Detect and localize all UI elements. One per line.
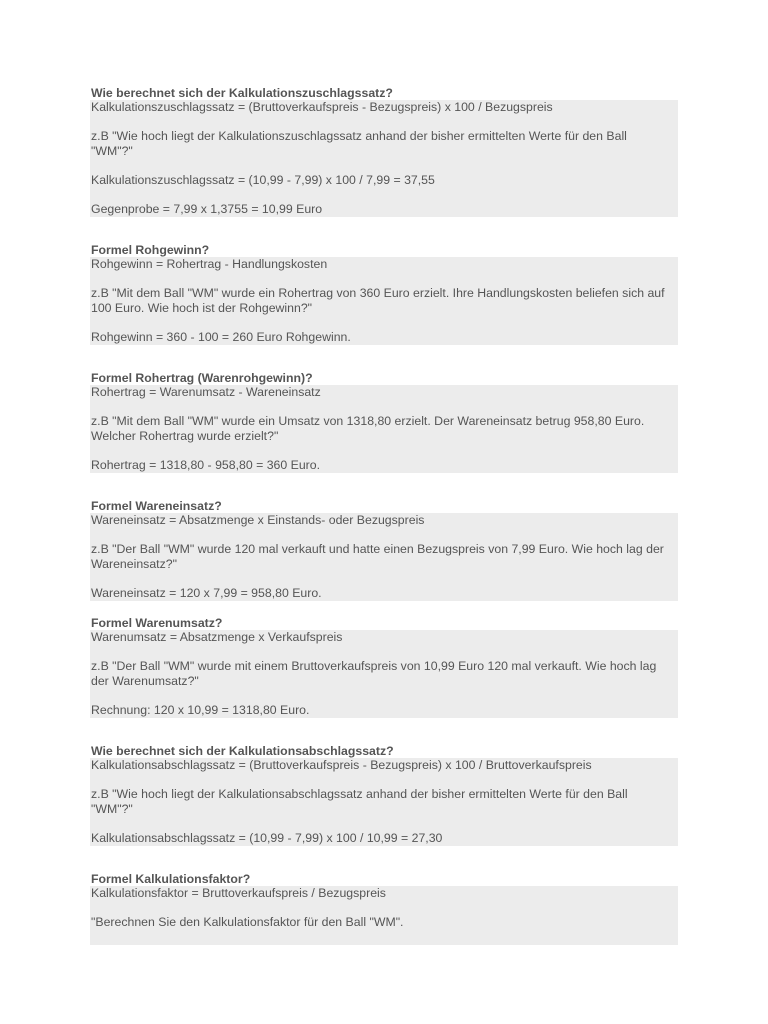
section-heading: Wie berechnet sich der Kalkulationszuschlagssatz? [91, 86, 393, 100]
formula-text: Rohgewinn = Rohertrag - Handlungskosten [91, 257, 328, 271]
formula-text: Warenumsatz = Absatzmenge x Verkaufspreis [91, 630, 343, 644]
section-rohertrag [90, 371, 678, 473]
example-text: z.B "Der Ball "WM" wurde 120 mal verkauft und hatte einen Bezugspreis von 7,99 Euro. Wie hoch lag der Wareneinsatz?" [91, 542, 664, 571]
section-body [90, 513, 678, 601]
section-body [90, 758, 678, 846]
section-heading: Formel Wareneinsatz? [91, 499, 222, 513]
section-body [90, 257, 678, 345]
section-body [90, 630, 678, 718]
section-rohgewinn [90, 243, 678, 345]
formula-text: Wareneinsatz = Absatzmenge x Einstands- oder Bezugspreis [91, 513, 425, 527]
calculation-text: Rechnung: 120 x 10,99 = 1318,80 Euro. [91, 702, 310, 717]
formula-text: Rohertrag = Warenumsatz - Wareneinsatz [91, 385, 321, 399]
example-text: z.B "Der Ball "WM" wurde mit einem Bruttoverkaufspreis von 10,99 Euro 120 mal verkauft. Wie hoch lag der Warenumsatz?" [91, 659, 657, 688]
calculation-text: Kalkulationszuschlagssatz = (10,99 - 7,99) x 100 / 7,99 = 37,55 [91, 172, 435, 187]
section-body [90, 100, 678, 217]
section-heading: Formel Rohgewinn? [91, 243, 210, 257]
section-kalkulationsfaktor [90, 872, 678, 945]
calculation-text: Rohertrag = 1318,80 - 958,80 = 360 Euro. [91, 457, 321, 472]
example-text: "Berechnen Sie den Kalkulationsfaktor für den Ball "WM". [91, 915, 404, 930]
example-text: z.B "Mit dem Ball "WM" wurde ein Umsatz von 1318,80 erzielt. Der Wareneinsatz betrug 958,80 Euro. Welcher Rohertrag wurde erzielt?" [91, 414, 645, 443]
section-warenumsatz [90, 616, 678, 718]
section-heading: Wie berechnet sich der Kalkulationsabschlagssatz? [91, 744, 394, 758]
section-heading: Formel Rohertrag (Warenrohgewinn)? [91, 371, 313, 385]
section-wareneinsatz [90, 499, 678, 601]
example-text: z.B "Wie hoch liegt der Kalkulationszuschlagssatz anhand der bisher ermittelten Werte für den Ball "WM"?" [91, 129, 627, 158]
section-body [90, 886, 678, 945]
formula-text: Kalkulationszuschlagssatz = (Bruttoverkaufspreis - Bezugspreis) x 100 / Bezugspreis [91, 100, 553, 114]
calculation-text: Rohgewinn = 360 - 100 = 260 Euro Rohgewinn. [91, 329, 351, 344]
section-heading: Formel Kalkulationsfaktor? [91, 872, 251, 886]
calculation-text: Wareneinsatz = 120 x 7,99 = 958,80 Euro. [91, 585, 322, 600]
example-text: z.B "Mit dem Ball "WM" wurde ein Rohertrag von 360 Euro erzielt. Ihre Handlungskosten beliefen sich auf 100 Euro. Wie hoch ist der Rohgewinn?" [91, 286, 665, 315]
formula-text: Kalkulationsfaktor = Bruttoverkaufspreis / Bezugspreis [91, 886, 386, 900]
section-heading: Formel Warenumsatz? [91, 616, 223, 630]
check-text: Gegenprobe = 7,99 x 1,3755 = 10,99 Euro [91, 202, 323, 217]
example-text: z.B "Wie hoch liegt der Kalkulationsabschlagssatz anhand der bisher ermittelten Werte für den Ball "WM"?" [91, 787, 628, 816]
section-kalkulationszuschlagssatz [90, 86, 678, 217]
section-body [90, 385, 678, 473]
section-kalkulationsabschlagssatz [90, 744, 678, 846]
calculation-text: Kalkulationsabschlagssatz = (10,99 - 7,99) x 100 / 10,99 = 27,30 [91, 830, 443, 845]
formula-text: Kalkulationsabschlagssatz = (Bruttoverkaufspreis - Bezugspreis) x 100 / Bruttoverkaufspreis [91, 758, 592, 772]
